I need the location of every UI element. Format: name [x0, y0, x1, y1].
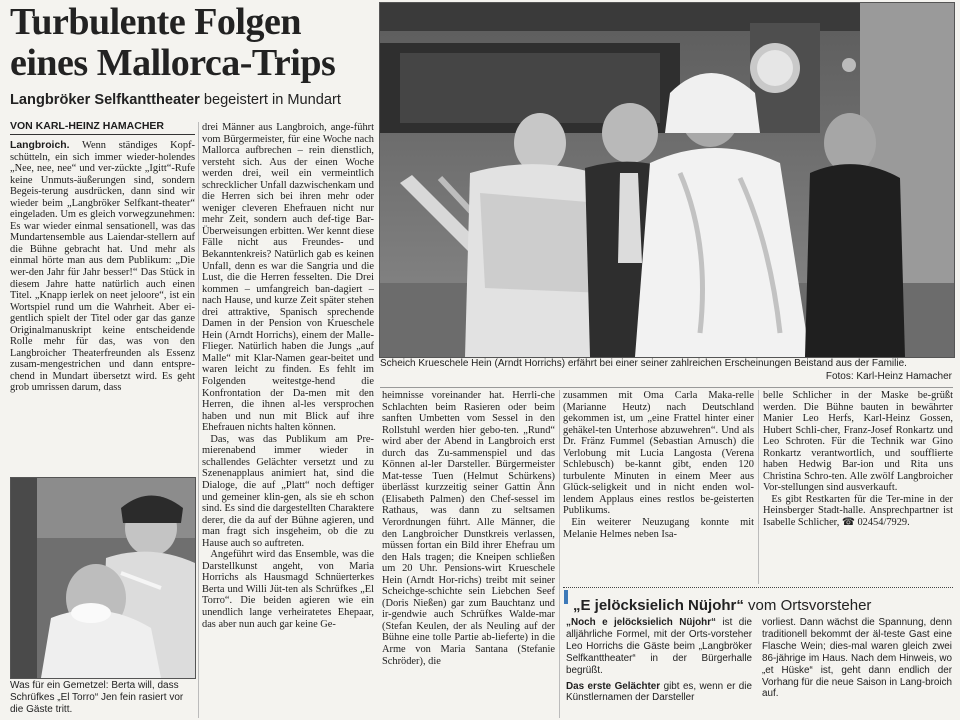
paragraph: vorliest. Dann wächst die Spannung, denn traditionell bekommt der äl-teste Gast eine Flasche Wein; dies-mal waren gleich zwei 86-jährige im Haus. Nach dem Hinweis, wo „et Hüske“ ist, geht dann endlich der Vorhang für die neue Saison in Lang-broich auf.: [762, 617, 952, 700]
small-photo-caption: Was für ein Gemetzel: Berta will, dass Schrüfkes „El Torro“ Jen fein rasiert vor die Gäste tritt.: [10, 680, 184, 715]
infobox-column-2: [762, 617, 952, 718]
main-photo: [379, 2, 955, 358]
paragraph: heimnisse voreinander hat. Herrli-che Schlachten beim Rasieren oder beim sanften Umbetten vom Sessel in den Rollstuhl werden hier gebo-ten. „Rund“ wird aber der Abend in Langbroich erst durch das Zu-sammenspiel und das Können al-ler Darsteller. Bürgermeister Mat-tesse Tuen (Helmut Schürkens) überlässt kurzzeitig seiner Gattin Änn (Elisabeth Palmen) den Chef-sessel im Rathaus, was dann zu seltsamen Verordnungen führt. Alle Männer, die den Langbroicher Dunstkreis verlassen, müssen fortan ein Bild ihrer Ehefrau um den Hals tragen; die Kneipen schließen um 20 Uhr. Pensions-wirt Krueschele Hein (Arndt Hor-richs) treibt mit seiner Scheichge-schichte sein Liebchen Seef (Doris Nießen) gar zum Bauchtanz und ir-gendwie auch Schrüfkes Walde-mar (Stefan Keulen, der als Neuling auf der Bühne eine tolle Partie ab-lieferte) in die Arme von Maria Santana (Stefanie Schröder), die: [382, 390, 555, 667]
small-photo: [10, 477, 196, 679]
paragraph: Das, was das Publikum am Pre-mierenabend immer wieder in schallendes Gelächter versetzt und zu Szenenapplaus animiert hat, sind die Dialoge, die auf „Platt“ noch deftiger und gemeiner klin-gen, als sie eh schon sind. Es sind die dargestellten Charaktere derer, die da auf der Bühne agieren, und man fragt sich insgeheim, ob die zu Hause auch so auftreten.: [202, 433, 374, 549]
column-divider: [559, 390, 560, 718]
paragraph: [566, 681, 752, 705]
lead-in: Das erste Gelächter: [566, 680, 661, 692]
article-column-2: [202, 122, 374, 718]
infobox-title: [573, 597, 953, 614]
paragraph-text: gibt es, wenn er die Künstlernamen der Darsteller: [566, 680, 752, 704]
theater-scene-image: [380, 3, 954, 357]
subhead-bold: Langbröker Selfkanttheater: [10, 92, 200, 108]
shaving-scene-image: [11, 478, 195, 678]
infobox-accent-bar: [564, 590, 568, 604]
article-subhead: [10, 92, 375, 108]
column-divider: [198, 122, 199, 718]
article-column-5: [763, 390, 953, 584]
paragraph: zusammen mit Oma Carla Maka-relle (Marianne Heutz) nach Deutschland gekommen ist, um „eine Frattel hinter einer gehäkel-ten Unterhose abzuwehren“. Und als Dr. Fränz Fummel (Sebastian Arnusch) die Verlobung mit Lucia Langosta (Verena Schlebusch) be-kannt gibt, enden 120 turbulente Minuten in einem Meer aus Glück-seligkeit und in nicht enden wol-lendem Applaus eines restlos be-geisterten Publikums.: [563, 390, 754, 517]
paragraph-text: ist die alljährliche Formel, mit der Orts-vorsteher Leo Horrichs die Gäste beim „Langbröker Selfkanttheater“ in der Bürgerhalle begrüßt.: [566, 617, 752, 676]
paragraph: Angeführt wird das Ensemble, was die Darstellkunst angeht, von Maria Horrichs als Hausmagd Schnüerterkes Berta und Willi Jüt-ten als Schrüfkes „El Torro“. Die beiden agieren wie ein unendlich lange verheiratetes Ehepaar, das aber nun auch gar keine Ge-: [202, 549, 374, 630]
article-headline: [10, 2, 370, 84]
article-column-1: [10, 140, 195, 476]
infobox-title-bold: „E jelöcksielich Nüjohr“: [573, 597, 744, 614]
photo-credit: Fotos: Karl-Heinz Hamacher: [825, 371, 952, 382]
article-column-3: [382, 390, 555, 718]
paragraph-text: Wenn ständiges Kopf-schütteln, ein sich immer wieder-holendes „Nee, nee, nee“ und ver-zückte „Igitt“-Rufe keine Unmuts-äußerungen sind, sondern Begeis-terung ausdrücken, dann sind wir wieder beim „Langbröker Selfkant-theater“ eingeladen. Um es gleich vorwegzunehmen: Es war wieder einmal sensationell, was das Mundartensemble aus Laiendar-stellern auf die Bühne gebracht hat. Und mehr als einmal hörte man aus dem Publikum: „Die wer-den Jahr für Jahr besser!“ Das Stück in diesem Jahre hatte natürlich auch einen Titel. „Knapp ierlek on neet jeloore“, ist ein Wortspiel rund um die Wahrheit. Aber ei-gentlich spielt der Titel oder gar das ganze Originalmanuskript keine entscheidende Rolle mehr für das, was von den Langbroicher Theaterfreunden als Essenz zusam-mengestrichen und dann entspre-chend in Mundart übersetzt wird. Es geht grob umrissen darum, dass: [10, 140, 195, 394]
column-divider: [758, 390, 759, 584]
paragraph: [566, 617, 752, 677]
divider: [380, 387, 953, 388]
paragraph: drei Männer aus Langbroich, ange-führt vom Bürgermeister, für eine Woche nach Mallorca aufbrechen – rein dienstlich, versteht sich. Aus der einen Woche werden drei, weil ein vermeintlich schrecklicher Unfall dazwischenkam und die Herren sich bei ihren mehr oder weniger cleveren Ehefrauen nicht nur mehr Zeit, sondern auch def-tige Bar-Überweisungen erbitten. Wer kennt diese Fälle nicht aus Freundes- und Bekanntenkreis? Natürlich gab es keinen Unfall, denn es war die Sangria und die Lust, die die Herren fesselten. Die Drei kommen – umfangreich ban-dagiert – nach Hause, und kurze Zeit später stehen drei attraktive, Spanisch sprechende Damen in der Pension von Krueschele Hein (Arndt Horrichs), einem der Malle-Flieger. Natürlich haben die Jungs „auf Malle“ mit Klar-Namen gear-beitet und waren leicht zu finden. Es fehlt im Folgenden weitestge-hend die Konfrontation der Da-men mit den Herren, die ihnen al-les versprochen haben und nun mit Blick auf ihre Ehefrauen nichts halten können.: [202, 122, 374, 434]
infobox-top-rule: [563, 587, 953, 592]
paragraph: [10, 140, 195, 394]
article-column-4: [563, 390, 754, 584]
headline-line-1: Turbulente Folgen: [10, 1, 301, 43]
subhead-rest: begeistert in Mundart: [199, 92, 341, 108]
infobox-column-1: [566, 617, 752, 718]
paragraph: Ein weiterer Neuzugang konnte mit Melanie Helmes neben Isa-: [563, 517, 754, 540]
dateline: Langbroich.: [10, 140, 70, 151]
headline-line-2: eines Mallorca-Trips: [10, 42, 336, 84]
paragraph: belle Schlicher in der Maske be-grüßt werden. Die Bühne bauten in bewährter Manier Leo Herfs, Karl-Heinz Gossen, Hubert Schli-cher, Franz-Josef Ronkartz und Leo Schroten. Für die Technik war Gino Ronkartz verantwortlich, und soufflierte haben Hedwig Bar-ion und Rita uns Christina Schro-ten. Alle zwölf Langbroicher Vor-stellungen sind ausverkauft.: [763, 390, 953, 494]
byline: VON KARL-HEINZ HAMACHER: [10, 120, 195, 135]
infobox-title-rest: vom Ortsvorsteher: [743, 597, 872, 614]
lead-in: „Noch e jelöcksielich Nüjohr“: [566, 617, 716, 628]
caption-text: Scheich Krueschele Hein (Arndt Horrichs) erfährt bei einer seiner zahlreichen Erscheinungen Beistand aus der Familie.: [380, 358, 907, 369]
paragraph: Es gibt Restkarten für die Ter-mine in der Heinsberger Stadt-halle. Ansprechpartner ist Isabelle Schlicher, ☎ 02454/7929.: [763, 493, 953, 529]
